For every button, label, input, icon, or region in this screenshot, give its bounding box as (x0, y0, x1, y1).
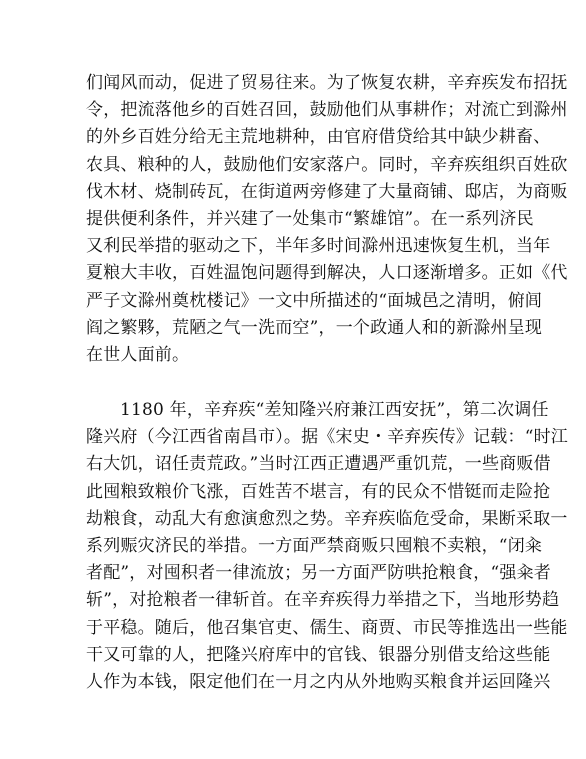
paragraph-1-line-6: 提供便利条件，并兴建了一处集市“繁雄馆”。在一系列济民 (86, 209, 534, 230)
paragraph-2-line-9: 于平稳。随后，他召集官吏、儒生、商贾、市民等推选出一些能 (86, 617, 568, 638)
paragraph-1-line-5: 伐木材、烧制砖瓦，在街道两旁修建了大量商铺、邸店，为商贩 (86, 181, 568, 202)
paragraph-1-line-3: 的外乡百姓分给无主荒地耕种，由官府借贷给其中缺少耕畜、 (86, 127, 551, 148)
paragraph-2-line-7: 者配”，对囤积者一律流放；另一方面严防哄抢粮食，“强籴者 (86, 563, 551, 584)
paragraph-2-line-2: 隆兴府（今江西省南昌市）。据《宋史・辛弃疾传》记载：“时江 (86, 427, 568, 448)
paragraph-2-line-10: 干又可靠的人，把隆兴府库中的官钱、银器分别借支给这些能 (86, 644, 551, 665)
paragraph-1-line-2: 令，把流落他乡的百姓召回，鼓励他们从事耕作；对流亡到滁州 (86, 100, 568, 121)
paragraph-2-line-4: 此囤粮致粮价飞涨，百姓苦不堪言，有的民众不惜铤而走险抢 (86, 481, 551, 502)
paragraph-1-line-7: 又利民举措的驱动之下，半年多时间滁州迅速恢复生机，当年 (86, 236, 551, 257)
paragraph-1-line-10: 阎之繁夥，荒陋之气一洗而空”，一个政通人和的新滁州呈现 (86, 317, 543, 338)
paragraph-2-line-8: 斩”，对抢粮者一律斩首。在辛弃疾得力举措之下，当地形势趋 (86, 590, 560, 611)
paragraph-2-line-1: 1180 年，辛弃疾“差知隆兴府兼江西安抚”，第二次调任 (120, 400, 549, 420)
paragraph-1-line-4: 农具、粮种的人，鼓励他们安家落户。同时，辛弃疾组织百姓砍 (86, 154, 568, 175)
paragraph-1 (86, 70, 568, 369)
paragraph-2-line-6: 系列赈灾济民的举措。一方面严禁商贩只囤粮不卖粮，“闭籴 (86, 536, 543, 557)
paragraph-2-line-3: 右大饥，诏任责荒政。”当时江西正遭遇严重饥荒，一些商贩借 (86, 454, 551, 475)
paragraph-1-line-1: 们闻风而动，促进了贸易往来。为了恢复农耕，辛弃疾发布招抚 (86, 73, 568, 93)
paragraph-1-line-9: 严子文滁州奠枕楼记》一文中所描述的“面城邑之清明，俯闾 (86, 290, 543, 311)
paragraph-1-line-11: 在世人面前。 (86, 345, 190, 366)
paragraph-2 (86, 397, 568, 696)
paragraph-2-line-5: 劫粮食，动乱大有愈演愈烈之势。辛弃疾临危受命，果断采取一 (86, 508, 568, 529)
paragraph-1-line-8: 夏粮大丰收，百姓温饱问题得到解决，人口逐渐增多。正如《代 (86, 263, 568, 284)
paragraph-2-line-11: 人作为本钱，限定他们在一月之内从外地购买粮食并运回隆兴 (86, 672, 551, 693)
